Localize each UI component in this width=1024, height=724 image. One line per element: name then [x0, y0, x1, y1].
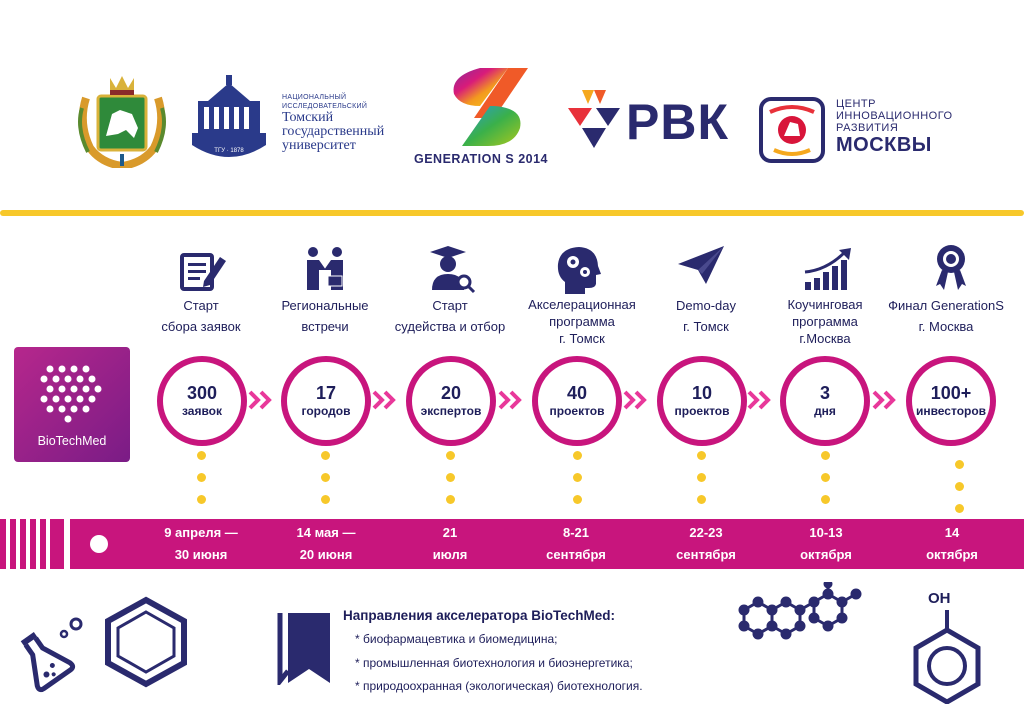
- directions-item-1: * биофармацевтика и биомедицина;: [355, 632, 558, 646]
- tomsk-coat-of-arms-logo: [76, 68, 168, 168]
- stage-5-circle: [657, 356, 747, 446]
- stage-5-date: 22-23 сентября: [676, 525, 736, 562]
- directions-item-2: * промышленная биотехнология и биоэнергетика;: [355, 656, 633, 670]
- tsu-name: [282, 93, 384, 153]
- bookmark-icon: [276, 609, 334, 685]
- stage-6-label: Коучинговая программа г.Москва: [787, 297, 863, 346]
- cir-line1: ЦЕНТР: [836, 98, 876, 110]
- molecule-icon: [736, 582, 864, 644]
- chevron-right-icon: [747, 390, 773, 410]
- cir-line3: РАЗВИТИЯ: [836, 122, 899, 134]
- stage-5-unit: проектов: [674, 404, 730, 418]
- stage-2-circle: [281, 356, 371, 446]
- stage-3-unit: экспертов: [420, 404, 482, 418]
- moscow-innovation-center-name: [836, 98, 953, 157]
- tsu-line1: НАЦИОНАЛЬНЫЙ: [282, 94, 347, 101]
- handshake-icon: [302, 246, 348, 292]
- stage-5-label: Demo-day г. Томск: [676, 298, 736, 334]
- hex-pattern-icon: [38, 361, 106, 423]
- stage-4-unit: проектов: [549, 404, 605, 418]
- tsu-building-logo: [188, 73, 270, 165]
- chevron-right-icon: [872, 390, 898, 410]
- directions-title: Направления акселератора BioTechMed:: [343, 608, 615, 623]
- chevron-right-icon: [248, 390, 274, 410]
- stage-3-count: 20: [440, 383, 462, 403]
- stage-6-date: 10-13 октября: [800, 525, 852, 562]
- stage-3-label: Старт судейства и отбор: [394, 298, 506, 334]
- medal-icon: [934, 244, 968, 292]
- stage-5-count: 10: [691, 383, 713, 403]
- phenol-oh-label: OH: [928, 590, 951, 607]
- form-icon: [180, 251, 228, 291]
- stage-4-date: 8-21 сентября: [546, 525, 606, 562]
- chevron-right-icon: [623, 390, 649, 410]
- directions-item-3: * природоохранная (экологическая) биотехнология.: [355, 679, 643, 693]
- tsu-line5: университет: [282, 138, 356, 153]
- generation-s-logo: [440, 66, 532, 148]
- tsu-line2: ИССЛЕДОВАТЕЛЬСКИЙ: [282, 103, 368, 110]
- growth-chart-icon: [803, 246, 855, 292]
- timeline-stripes: [0, 519, 64, 569]
- stage-3-circle: [406, 356, 496, 446]
- biotechmed-logo: [14, 347, 130, 462]
- stage-4-count: 40: [566, 383, 588, 403]
- stage-2-label: Региональные встречи: [281, 298, 369, 334]
- rvk-logo-mark: [566, 86, 622, 152]
- head-gears-icon: [555, 244, 601, 296]
- rvk-label: РВК: [626, 94, 729, 150]
- flask-icon: [14, 614, 84, 694]
- stage-7-date: 14 октября: [926, 525, 978, 562]
- stage-2-count: 17: [315, 383, 337, 403]
- stage-3-date: 21 июля: [432, 525, 468, 562]
- graduate-icon: [428, 244, 476, 294]
- stage-6-unit: дня: [814, 404, 836, 418]
- moscow-innovation-center-logo: [758, 96, 826, 164]
- stage-6-circle: [780, 356, 870, 446]
- tsu-line3: Томский: [282, 110, 334, 125]
- stage-1-unit: заявок: [181, 404, 223, 418]
- benzene-ring-icon: [104, 596, 188, 688]
- stage-1-date: 9 апреля — 30 июня: [164, 525, 238, 562]
- stage-7-circle: [906, 356, 996, 446]
- stage-1-label: Старт сбора заявок: [161, 298, 241, 334]
- phenol-ring-icon: [912, 608, 982, 704]
- stage-2-date: 14 мая — 20 июня: [296, 525, 356, 562]
- biotechmed-label: BioTechMed: [37, 434, 107, 448]
- stage-4-label: Акселерационная программа г. Томск: [528, 297, 636, 346]
- tsu-seal-text: ТГУ · 1878: [214, 148, 244, 154]
- stage-1-circle: [157, 356, 247, 446]
- generation-s-label: GENERATION S 2014: [414, 152, 549, 166]
- paper-plane-icon: [676, 244, 726, 286]
- stage-6-count: 3: [819, 383, 830, 403]
- stage-7-unit: инвесторов: [915, 404, 987, 418]
- tsu-line4: государственный: [282, 124, 385, 139]
- stage-4-circle: [532, 356, 622, 446]
- chevron-right-icon: [372, 390, 398, 410]
- cir-line4: МОСКВЫ: [836, 134, 932, 156]
- stage-2-unit: городов: [301, 404, 351, 418]
- cir-line2: ИННОВАЦИОННОГО: [836, 110, 953, 122]
- timeline-start-dot: [90, 535, 108, 553]
- stage-7-label: Финал GenerationS г. Москва: [888, 298, 1004, 334]
- stage-7-count: 100+: [930, 383, 972, 403]
- header-divider: [0, 210, 1024, 216]
- stage-1-count: 300: [186, 383, 218, 403]
- chevron-right-icon: [498, 390, 524, 410]
